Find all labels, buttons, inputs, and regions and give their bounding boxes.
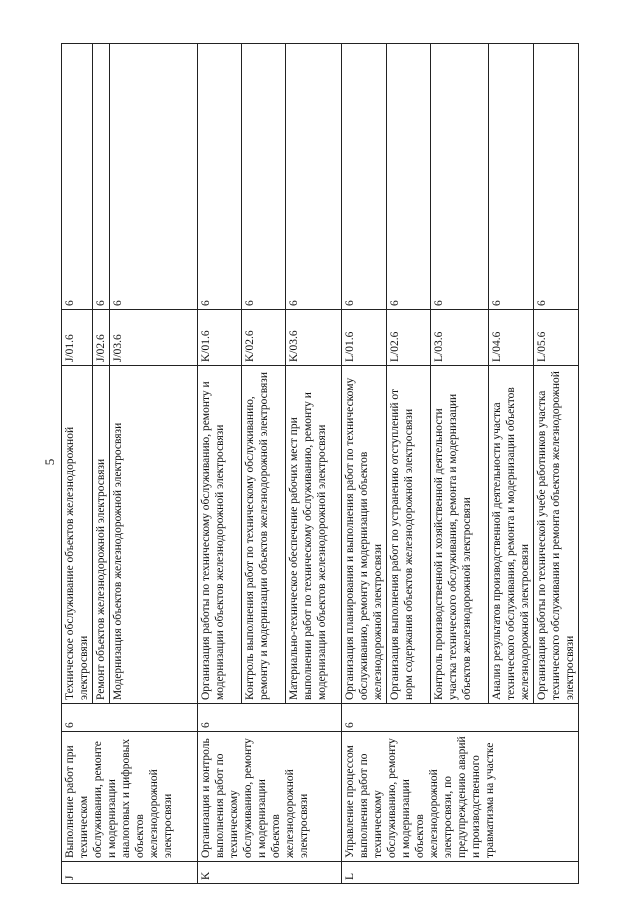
function-level: 6 [431, 44, 489, 310]
function-name: Организация планирования и выполнения работ по техническому обслуживанию, ремонту и модернизации объектов железнодорожной электросвязи [342, 366, 387, 704]
function-code: L/03.6 [431, 310, 489, 366]
function-name: Ремонт объектов железнодорожной электросвязи [93, 366, 110, 704]
function-code: L/01.6 [342, 310, 387, 366]
function-level: 6 [242, 44, 286, 310]
function-code: J/01.6 [62, 310, 93, 366]
function-level: 6 [342, 44, 387, 310]
function-level: 6 [62, 44, 93, 310]
function-level: 6 [387, 44, 431, 310]
function-level: 6 [198, 44, 242, 310]
function-name: Контроль производственной и хозяйственной деятельности участка технического обслуживания, ремонта и модернизации объектов железнодорожной электросвязи [431, 366, 489, 704]
table-row [62, 44, 93, 884]
function-level: 6 [286, 44, 342, 310]
function-level: 6 [489, 44, 534, 310]
function-name: Контроль выполнения работ по техническому обслуживанию, ремонту и модернизации объектов железнодорожной электросвязи [242, 366, 286, 704]
function-name: Техническое обслуживание объектов железнодорожной электросвязи [62, 366, 93, 704]
function-code: L/04.6 [489, 310, 534, 366]
function-name: Анализ результатов производственной деятельности участка технического обслуживания, ремонта и модернизации объектов железнодорожной электросвязи [489, 366, 534, 704]
function-code: J/03.6 [110, 310, 198, 366]
function-name: Организация работы по технической учебе работников участка технического обслуживания и ремонта объектов железнодорожной электросвязи [534, 366, 579, 704]
group-level: 6 [342, 704, 579, 732]
function-code: K/02.6 [242, 310, 286, 366]
table-row [198, 44, 242, 884]
group-code: L [342, 862, 579, 884]
group-name: Организация и контроль выполнения работ по техническому обслуживанию, ремонту и модернизации объектов железнодорожной электросвязи [198, 732, 342, 862]
group-name: Выполнение работ при техническом обслуживании, ремонте и модернизации аналоговых и цифровых объектов железнодорожной электросвязи [62, 732, 198, 862]
function-level: 6 [534, 44, 579, 310]
rotated-table-container [61, 44, 579, 884]
function-code: K/01.6 [198, 310, 242, 366]
function-level: 6 [110, 44, 198, 310]
group-code: K [198, 862, 342, 884]
function-code: L/05.6 [534, 310, 579, 366]
group-level: 6 [198, 704, 342, 732]
function-code: L/02.6 [387, 310, 431, 366]
group-level: 6 [62, 704, 198, 732]
function-code: J/02.6 [93, 310, 110, 366]
function-name: Организация работы по техническому обслуживанию, ремонту и модернизации объектов железнодорожной электросвязи [198, 366, 242, 704]
table-row [342, 44, 387, 884]
group-name: Управление процессом выполнения работ по техническому обслуживанию, ремонту и модернизации объектов железнодорожной электросвязи, по предупреждению аварий и производственного травматизма на участке [342, 732, 579, 862]
page-number: 5 [42, 458, 57, 466]
group-code: J [62, 862, 198, 884]
function-name: Модернизация объектов железнодорожной электросвязи [110, 366, 198, 704]
function-name: Материально-техническое обеспечение рабочих мест при выполнении работ по техническому обслуживанию, ремонту и модернизации объектов железнодорожной электросвязи [286, 366, 342, 704]
functions-table [61, 43, 579, 884]
function-name: Организация выполнения работ по устранению отступлений от норм содержания объектов железнодорожной электросвязи [387, 366, 431, 704]
function-level: 6 [93, 44, 110, 310]
function-code: K/03.6 [286, 310, 342, 366]
